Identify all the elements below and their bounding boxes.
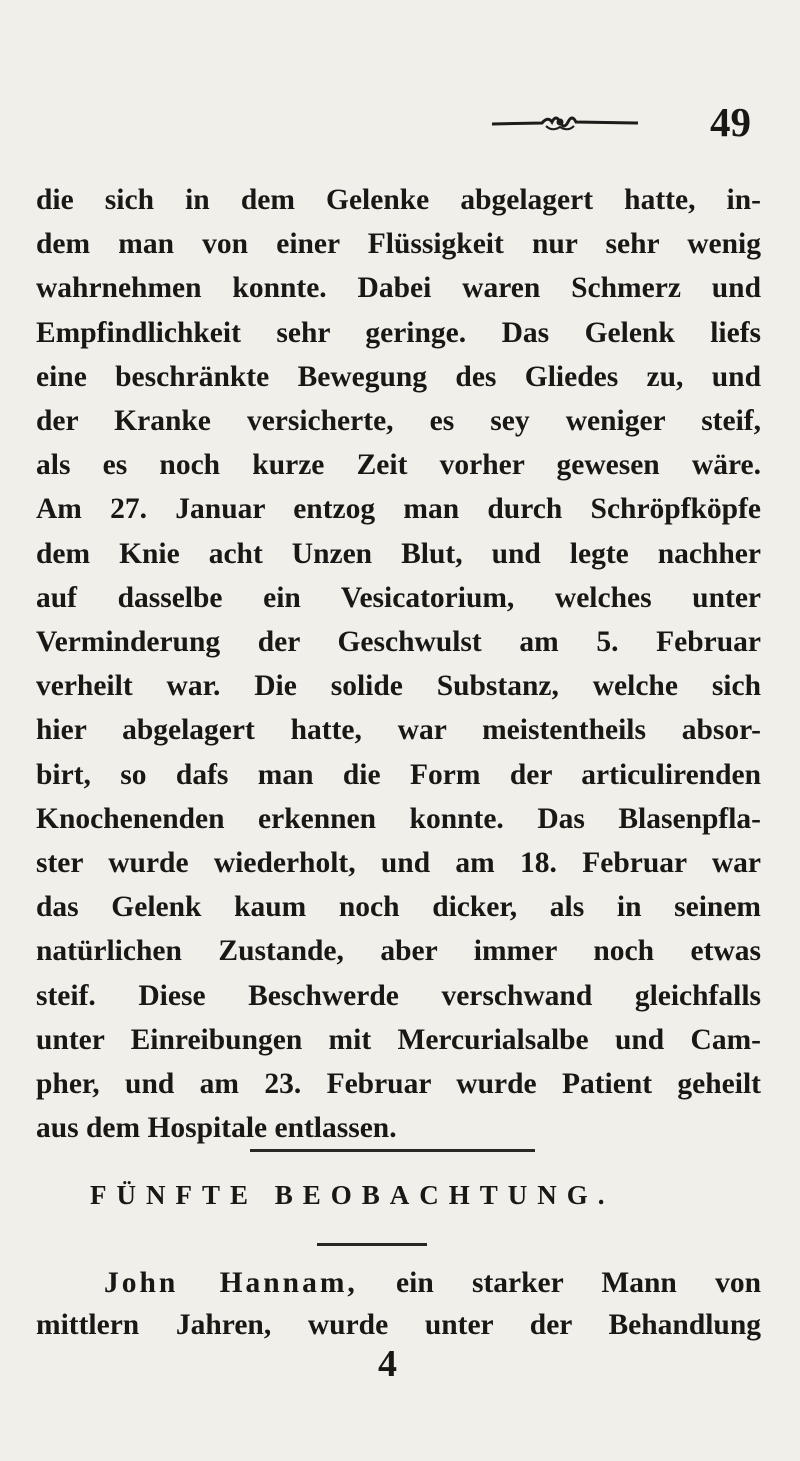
text-line: pher, und am 23. Februar wurde Patient geheilt	[36, 1068, 761, 1101]
text-line: natürlichen Zustande, aber immer noch etwas	[36, 935, 761, 968]
ornament-rule-icon	[490, 110, 640, 134]
text-line: ster wurde wiederholt, und am 18. Februar war	[36, 847, 761, 880]
body-paragraph	[36, 1262, 761, 1346]
text-line: eine beschränkte Bewegung des Gliedes zu, und	[36, 360, 761, 393]
text-fragment: ein starker Mann von	[396, 1267, 761, 1299]
text-line	[36, 1262, 761, 1304]
text-line: steif. Diese Beschwerde verschwand gleichfalls	[36, 979, 761, 1012]
text-line: Verminderung der Geschwulst am 5. Februar	[36, 626, 761, 659]
text-line: unter Einreibungen mit Mercurialsalbe und Cam-	[36, 1023, 761, 1056]
signature-mark: 4	[378, 1343, 397, 1385]
page-number: 49	[710, 99, 751, 145]
text-line: der Kranke versicherte, es sey weniger steif,	[36, 405, 761, 438]
section-heading: FÜNFTE BEOBACHTUNG.	[90, 1180, 615, 1210]
text-line: birt, so dafs man die Form der articulirenden	[36, 758, 761, 791]
text-line: dem man von einer Flüssigkeit nur sehr wenig	[36, 228, 761, 261]
divider-rule	[250, 1149, 535, 1152]
body-paragraph	[36, 178, 761, 1150]
text-line: mittlern Jahren, wurde unter der Behandlung	[36, 1309, 761, 1341]
text-line: auf dasselbe ein Vesicatorium, welches unter	[36, 581, 761, 614]
divider-rule	[317, 1243, 427, 1246]
person-name: John Hannam,	[104, 1267, 358, 1299]
text-line: Knochenenden erkennen konnte. Das Blasenpfla-	[36, 802, 761, 835]
text-line: verheilt war. Die solide Substanz, welche sich	[36, 670, 761, 703]
text-line: aus dem Hospitale entlassen.	[36, 1112, 397, 1145]
text-line: das Gelenk kaum noch dicker, als in seinem	[36, 891, 761, 924]
text-line: die sich in dem Gelenke abgelagert hatte, in-	[36, 184, 761, 216]
text-line: Empfindlichkeit sehr geringe. Das Gelenk liefs	[36, 316, 761, 349]
text-line: wahrnehmen konnte. Dabei waren Schmerz und	[36, 272, 761, 305]
text-line: hier abgelagert hatte, war meistentheils absor-	[36, 714, 761, 747]
text-line: Am 27. Januar entzog man durch Schröpfköpfe	[36, 493, 761, 526]
text-line: als es noch kurze Zeit vorher gewesen wäre.	[36, 449, 761, 482]
text-line: dem Knie acht Unzen Blut, und legte nachher	[36, 537, 761, 570]
page-header	[0, 99, 800, 168]
